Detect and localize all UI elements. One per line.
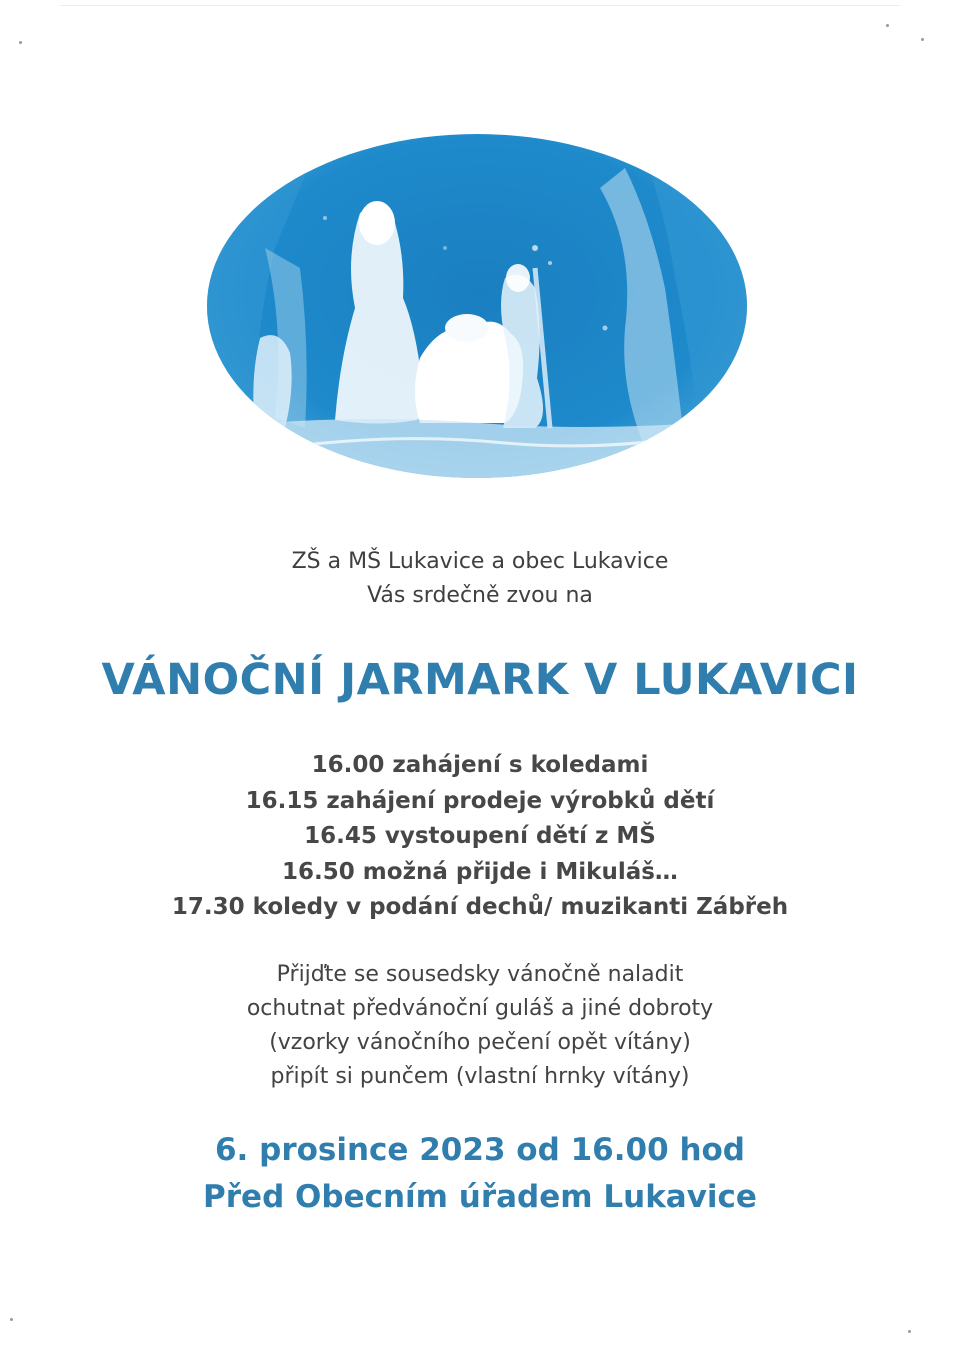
program-list xyxy=(0,748,960,926)
scan-speck xyxy=(886,24,889,27)
scan-speck xyxy=(10,1318,13,1321)
event-place: Před Obecním úřadem Lukavice xyxy=(203,1179,757,1215)
program-item: 16.45 vystoupení dětí z MŠ xyxy=(304,823,656,849)
event-date-time: 6. prosince 2023 od 16.00 hod xyxy=(214,1132,745,1168)
scan-speck xyxy=(19,41,22,44)
scan-speck xyxy=(908,1330,911,1333)
invite-text xyxy=(0,958,960,1094)
invitation-line: Vás srdečně zvou na xyxy=(367,583,593,608)
organizers-line: ZŠ a MŠ Lukavice a obec Lukavice xyxy=(291,549,669,574)
nativity-scene-icon xyxy=(205,128,755,493)
program-item: 16.15 zahájení prodeje výrobků dětí xyxy=(245,787,715,814)
scan-edge-line xyxy=(60,5,900,6)
invite-line: ochutnat předvánoční guláš a jiné dobroty xyxy=(246,996,714,1021)
invite-line: (vzorky vánočního pečení opět vítány) xyxy=(269,1030,691,1055)
invite-line: Přijďte se sousedsky vánočně naladit xyxy=(276,962,684,987)
invite-line: připít si punčem (vlastní hrnky vítány) xyxy=(270,1064,690,1089)
program-item: 16.00 zahájení s koledami xyxy=(311,752,649,778)
program-item: 16.50 možná přijde i Mikuláš… xyxy=(282,858,678,885)
scan-speck xyxy=(921,38,924,41)
event-title: VÁNOČNÍ JARMARK V LUKAVICI xyxy=(101,655,859,705)
program-item: 17.30 koledy v podání dechů/ muzikanti Zábřeh xyxy=(171,894,789,920)
